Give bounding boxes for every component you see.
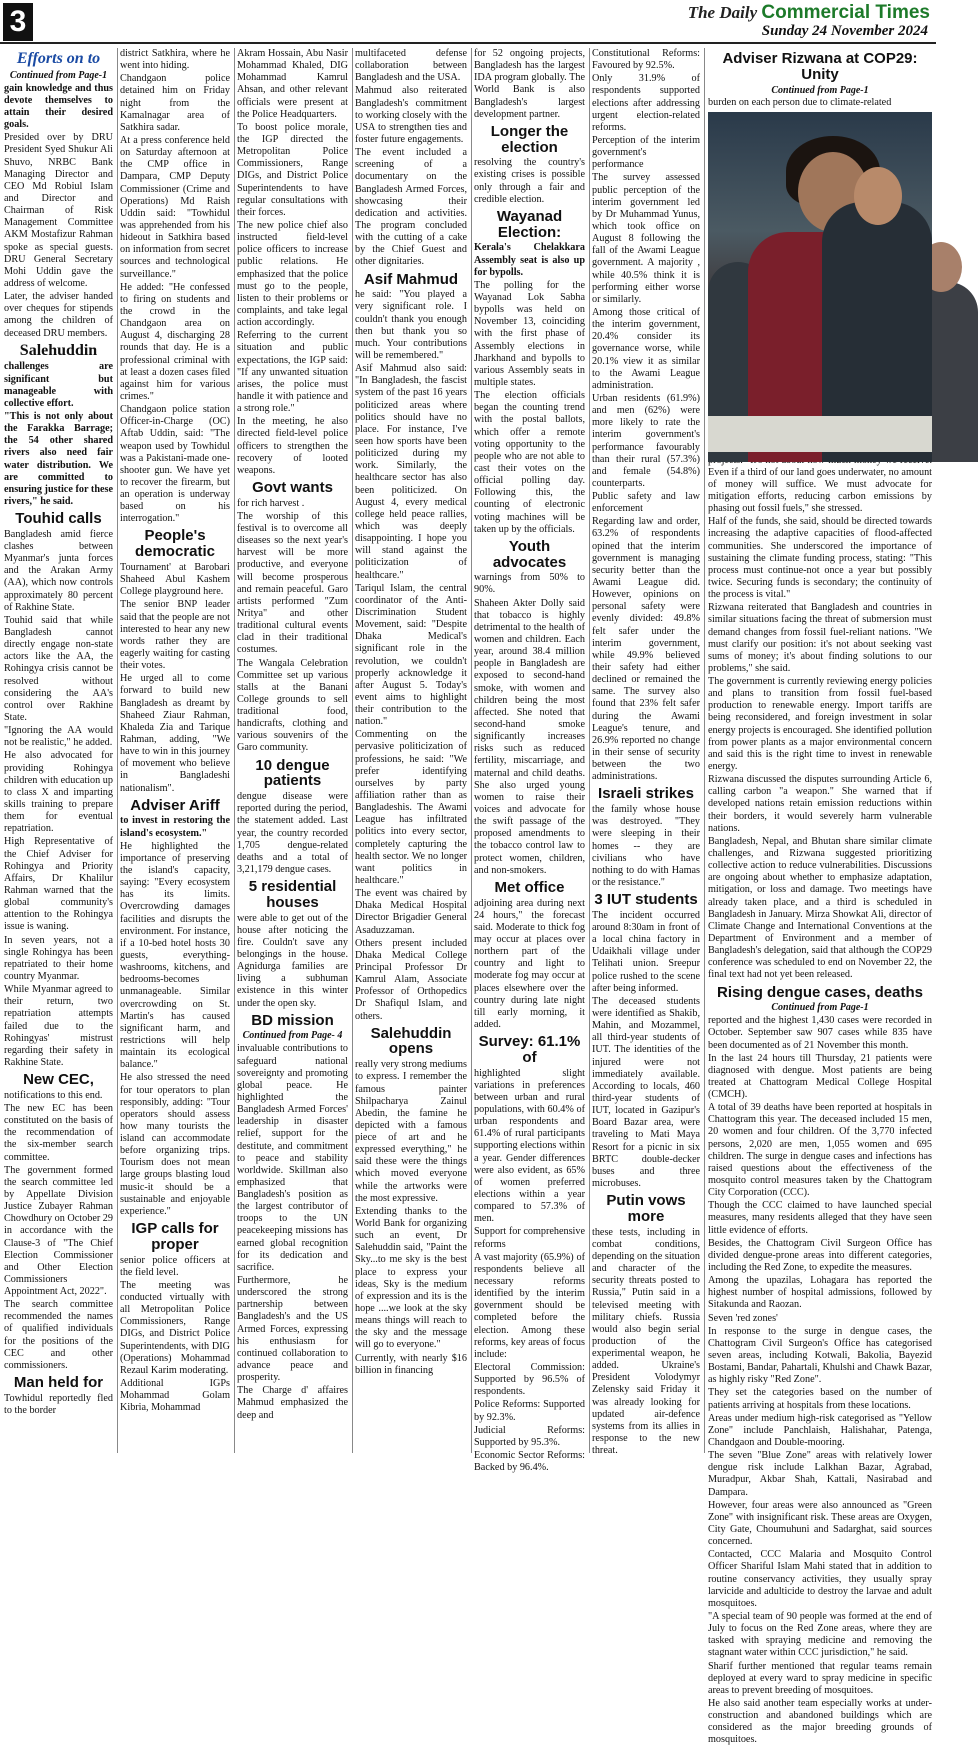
article-paragraph: Bangladesh, Nepal, and Bhutan share similar climate challenges, and Rizwana suggested prioritizing collective action to reduce vulnerabilities. Discussions are ongoing about whether to emphasize adaptation, mitigation, or loss and damage. Two meetings have already taken place, and a third is scheduled in Bangladesh in January. Mirza Showkat Ali, director of Climate Change and International Conventions at the Department of Environment and a member of Bangladesh's delegation, said that although the COP29 conference was scheduled to end on November 22, the final text had not yet been released. [708, 835, 932, 981]
article-headline: People's democratic [134, 527, 216, 561]
article-paragraph: Sharif further mentioned that regular teams remain deployed at every ward to spray medicine in specific areas to prevent breeding of mosquitoes. [708, 1660, 932, 1696]
article-paragraph: Referring to the current situation and public expectations, the IGP said: "If any unwanted situation arises, the police must handle it with patience and a strong role." [237, 330, 348, 415]
article-paragraph: reported and the highest 1,430 cases were recorded in October. September saw 907 cases while 835 have been documented as of 21 November this month. [708, 1015, 932, 1051]
article-paragraph: Currently, with nearly $16 billion in financing [355, 1352, 467, 1376]
article-paragraph: Seven 'red zones' [708, 1312, 778, 1324]
article-paragraph: Support for comprehensive reforms [474, 1226, 585, 1250]
article-headline: Touhid calls [15, 510, 102, 528]
article-paragraph: Areas under medium high-risk categorised as "Yellow Zone" include Panchlaish, Halishahar, Patenga, Chandgaon and Double-mooring. [708, 1412, 932, 1448]
article-paragraph: really very strong mediums to express. I remember the famous painter Shilpacharya Zainul Abedin, the famine he depicted with a famous piece of art and he expressed everything," he said these were the things which moved everyone while the artworks were the most expressive. [355, 1059, 467, 1204]
article-paragraph: Even if a third of our land goes underwater, no amount of money will suffice. We must advocate for mitigation efforts, reducing carbon emissions by phasing out fossil fuels," she stressed. [708, 466, 932, 515]
continued-note: Continued from Page- 4 [242, 1030, 343, 1042]
issue-date: Sunday 24 November 2024 [761, 23, 928, 39]
article-paragraph: Akram Hossain, Abu Nasir Mohammad Khaled, DIG Mohammad Kamrul Ahsan, and other relevant officials were present at the Police Headquarters. [237, 48, 348, 120]
cop29-photo [708, 112, 932, 452]
article-paragraph: High Representative of the Chief Adviser for Rohingya and Priority Affairs, Dr Khalilur Rahman warned that the global community's attention to the Rohingya issue is waning. [4, 836, 113, 933]
article-paragraph: Extending thanks to the World Bank for organizing such an event, Dr Salehuddin said, "Paint the Sky...to me sky is the best place to express your ideas, Sky is the medium of expression and its is the hope ....we look at the sky means things will reach to the sky and the message will go to everyone." [355, 1205, 467, 1351]
article-paragraph: Perception of the interim government's performance [592, 134, 700, 171]
article-headline: Longer the election [490, 122, 569, 156]
article-headline: BD mission [251, 1011, 334, 1029]
article-paragraph: the family whose house was destroyed. "They were sleeping in their homes -- they are civilians who have nothing to do with Hamas or the resistance." [592, 804, 700, 889]
article-paragraph: The polling for the Wayanad Lok Sabha bypolls was held on November 13, coinciding with the first phase of Assembly elections in Jharkhand and bypolls to various Assembly seats in multiple states. [474, 279, 585, 388]
article-paragraph: dengue disease were reported during the period, the statement added. Last year, the country recorded 1,705 dengue-related deaths and a total of 3,21,179 dengue cases. [237, 791, 348, 875]
article-paragraph: "This is not only about the Farakka Barrage; the 54 other shared rivers also need fair water distribution. We are committed to ensuring justice for these rivers," he said. [4, 411, 113, 507]
paper-prefix: The Daily [687, 3, 758, 22]
column-6 [590, 48, 702, 1457]
continued-note: Continued from Page-1 [771, 1002, 869, 1014]
article-paragraph: these tests, including in combat conditions, depending on the situation and character of the security threats posted to Russia," Putin said in a televised meeting with military chiefs. Russia would also begin serial production of the experimental weapon, he added. Ukraine's President Volodymyr Zelensky said Friday it was already looking for updated air-defence systems from its allies in response to the new threat. [592, 1226, 700, 1457]
column-2 [118, 48, 232, 1453]
article-headline: Adviser Rizwana at COP29: Unity [722, 50, 918, 83]
article-headline: Survey: 61.1% of [478, 1033, 581, 1066]
article-headline: Putin vows more [606, 1192, 686, 1225]
article-paragraph: Constitutional Reforms: Favoured by 92.5%. [592, 48, 700, 72]
article-paragraph: Touhid said that while Bangladesh cannot directly engage non-state actors like the AA, the Rohingya crisis cannot be resolved without considering the AA's control over Rakhine State. [4, 614, 113, 723]
article-paragraph: The Charge d' affaires Mahmud emphasized the deep and [237, 1385, 348, 1421]
article-headline: 10 dengue patients [255, 756, 330, 790]
article-paragraph: The seven "Blue Zone" areas with relatively lower dengue risk include Lalkhan Bazar, Agrabad, Muradpur, Akbar Shah, Kattali, Nasirabad and Dampara. [708, 1450, 932, 1498]
article-paragraph: Kerala's Chelakkara Assembly seat is also up for bypolls. [474, 242, 585, 278]
article-paragraph: Police Reforms: Supported by 92.3%. [474, 1399, 585, 1423]
article-paragraph: Chandgaon police station Officer-in-Charge (OC) Aftab Uddin, said: "The weapon used by Towhidul was a Pakistani-made one-shooter gun. We have yet to recover the firearm, but an operation is underway based on his interrogation." [120, 404, 230, 525]
article-paragraph: he said: "You played a very significant role. I couldn't thank you enough then but thank you so much. Your contributions will be remembered." [355, 289, 467, 361]
article-paragraph: The government formed the search committee led by Appellate Division Justice Zubayer Rahman Chowdhury on October 29 in accordance with the Clause-3 of "The Chief Election Commissioner and Other Election Commissioners Appointment Act, 2022". [4, 1164, 113, 1298]
article-paragraph: However, four areas were also announced as "Green Zone" with insignificant risk. These areas are Oxygen, City Gate, Choumuhuni and Sadarghat, said sources concerned. [708, 1499, 932, 1548]
article-headline: Met office [494, 878, 565, 896]
article-paragraph: A total of 39 deaths have been reported at hospitals in Chattogram this year. The deceased included 15 men, 20 women and four children. Of the 3,770 infected persons, 2,020 are men, 1,055 women and 695 children. The surge in dengue cases and infections has raised questions about the effectiveness of the mosquito control measures taken by the Chattogram City Corporation (CCC). [708, 1102, 932, 1199]
article-paragraph: He also stressed the need for tour operators to plan responsibly, adding: "Tour operators should assess how many tourists the island can accommodate before organizing trips. Tourism does not mean large groups blasting loud music-it should be a sustainable and enjoyable experience." [120, 1072, 230, 1217]
article-paragraph: The survey assessed public perception of the interim government led by Dr Muhammad Yunus, which took office on August 8 following the fall of the Awami League government. A majority , while 40.5% think it is performing either worse or similarly. [592, 172, 700, 305]
article-headline: Man held for [13, 1374, 104, 1392]
article-headline: Israeli strikes [598, 785, 694, 803]
article-paragraph: Presided over by DRU President Syed Shukur Ali Shuvo, NRBC Bank Managing Director and CEO Md Robiul Islam and Director and Chairman of Risk Management Committee AKM Mostafizur Rahman spoke as special guests. DRU General Secretary Mohi Uddin gave the address of welcome. [4, 132, 113, 289]
article-headline: New CEC, [23, 1071, 94, 1089]
article-headline: 5 residential houses [248, 878, 337, 911]
article-paragraph: He added: "He confessed to firing on students and the crowd in the Chandgaon area on August 4, discharging 28 rounds that day. He is a professional criminal with at least a dozen cases filed against him for various crimes." [120, 281, 230, 402]
article-paragraph: Among the upazilas, Lohagara has reported the highest number of hospital admissions, followed by Sitakunda and Raozan. [708, 1275, 932, 1311]
article-paragraph: adjoining area during next 24 hours," the forecast said. Moderate to thick fog may occur at places over northern part of the country and light to moderate fog may occur at places elsewhere over the country during late night till early morning, it added. [474, 897, 585, 1030]
article-headline: Efforts on to [16, 50, 101, 67]
column-divider [704, 48, 705, 1453]
continued-note: Continued from Page-1 [9, 69, 108, 81]
article-paragraph: In the meeting, he also directed field-level police officers to strengthen the recovery of looted weapons. [237, 416, 348, 476]
article-paragraph: Regarding law and order, 63.2% of respondents opined that the interim government is managing security better than the Awami League did. However, opinions on personal safety were evenly divided: 49.8% felt safer under the interim government, while 49.9% believed their safety had either declined or remained the same. The survey also found that 23% felt safer during the Awami League's tenure, and 26.9% reported no change in their sense of security between the two administrations. [592, 516, 700, 783]
rizwana-header [708, 51, 932, 110]
article-headline: Salehuddin opens [370, 1024, 452, 1058]
paper-name [688, 2, 930, 24]
article-paragraph: notifications to this end. [4, 1089, 103, 1101]
article-paragraph: Among those critical of the interim government, 20.4% consider its governance worse, while 20.1% view it as similar to the Awami League administration. [592, 306, 700, 391]
article-paragraph: district Satkhira, where he went into hiding. [120, 48, 230, 72]
article-paragraph: The Wangala Celebration Committee set up various stalls at the Banani College grounds to sell traditional food, handicrafts, clothing and various souvenirs of the Garo community. [237, 657, 348, 754]
article-paragraph: Asif Mahmud also said: "In Bangladesh, the fascist system of the past 16 years politicized areas where politics should have no place. For instance, I've seen how sports have been politicized during my work. Similarly, the healthcare sector has also been politicized. On August 4, every medical college held peace rallies, which was deeply disappointing. I hope you will stand against the politicization of healthcare." [355, 363, 467, 581]
article-paragraph: Electoral Commission: Supported by 96.5% of respondents. [474, 1361, 585, 1398]
article-paragraph: Tariqul Islam, the central coordinator of the Anti-Discrimination Student Movement, said: "Despite Dhaka Medical's significant role in the revolution, we couldn't properly acknowledge it after August 5. Today's event aims to highlight their contribution to the nation." [355, 582, 467, 728]
article-paragraph: He urged all to come forward to build new Bangladesh as dreamt by Shaheed Ziaur Rahman, Khaleda Zia and Tarique Rahman, adding, "We have to win in this journey of movement who believe in Bangladeshi nationalism". [120, 673, 230, 794]
column-5 [472, 48, 587, 1474]
article-paragraph: to invest in restoring the island's ecosystem." [120, 815, 230, 839]
article-paragraph: In seven years, not a single Rohingya has been repatriated to their home country Myanmar. [4, 934, 113, 982]
article-paragraph: While Myanmar agreed to their return, two repatriation attempts failed due to the Rohingyas' mistrust regarding their safety in Rakhine State. [4, 984, 113, 1068]
article-paragraph: for rich harvest . [237, 497, 305, 509]
article-paragraph: highlighted slight variations in preferences between urban and rural populations, with 60.4% of urban respondents and 61.4% of rural participants supporting elections within a year. Gender differences were also evident, as 65% of women preferred elections within a year compared to 57.3% of men. [474, 1067, 585, 1225]
article-paragraph: He also advocated for providing Rohingya children with education up to class X and imparting skills training to prepare them for eventual repatriation. [4, 750, 113, 835]
column-1 [2, 48, 115, 1453]
page-number: 3 [3, 3, 33, 41]
article-paragraph: Only 31.9% of respondents supported elections after addressing urgent election-related reforms. [592, 73, 700, 133]
article-paragraph: for 52 ongoing projects, Bangladesh has the largest IDA program globally. The World Bank is also Bangladesh's largest development partner. [474, 48, 585, 120]
article-paragraph: Rizwana reiterated that Bangladesh and countries in similar situations facing the threat of submersion must demand changes from fossil fuel-reliant nations. "We must clarify our position: it's not about seeking vast sums of money; it's about finding solutions to our problems," she said. [708, 602, 932, 674]
article-paragraph: Additional IGPs Mohammad Golam Kibria, Mohammad [120, 1377, 230, 1414]
article-paragraph: were able to get out of the house after noticing the fire. Couldn't save any belongings in the house. Agnidurga families are living a subhuman existence in this winter under the open sky. [237, 912, 348, 1009]
article-paragraph: Tournament' at Barobari Shaheed Abul Kashem College playground here. [120, 561, 230, 598]
article-paragraph: Economic Sector Reforms: Backed by 96.4%. [474, 1449, 585, 1474]
article-paragraph: In the last 24 hours till Thursday, 21 patients were diagnosed with dengue. Most patients are being treated at Chattogram Medical College Hospital (CMCH). [708, 1052, 932, 1101]
article-headline: 3 IUT students [594, 891, 698, 909]
article-paragraph: challenges are significant but manageable with collective effort. [4, 361, 113, 409]
article-paragraph: The new EC has been constituted on the basis of the recommendation of the six-member search committee. [4, 1102, 113, 1163]
article-paragraph: He also said another team especially works at under-construction and abandoned buildings which are considered as the major breeding grounds of mosquitoes. [708, 1697, 932, 1746]
column-7 [706, 48, 934, 1746]
article-paragraph: Though the CCC claimed to have launched special measures, many residents alleged that they have seen little evidence of efforts. [708, 1200, 932, 1236]
article-paragraph: burden on each person due to climate-related [708, 97, 892, 109]
column-3 [235, 48, 350, 1453]
article-headline: Adviser Ariff [130, 796, 220, 814]
article-paragraph: The search committee recommended the names of qualified individuals for the positions of the CEC and other commissioners. [4, 1299, 113, 1371]
article-paragraph: The deceased students were identified as Shakib, Mahin, and Mozammel, all third-year students of IUT. The identities of the injured were not immediately available. According to locals, 460 third-year students of IUT, located in Gazipur's Board Bazar area, were traveling to Mati Maya Resort for a picnic in six BRTC double-decker buses and three microbuses. [592, 995, 700, 1190]
article-paragraph: senior police officers at the field level. [120, 1254, 230, 1278]
article-paragraph: In response to the surge in dengue cases, the Chattogram Civil Surgeon's Office has categorised seven areas, including Kotwali, Bakolia, Bayezid Bostami, Bandar, Pahartali, Khulshi and Chawk Bazar, as highly risky "Red Zone". [708, 1325, 932, 1386]
article-paragraph: Commenting on the pervasive politicization of professions, he said: "We prefer identifying ourselves by party affiliation rather than as Bangladeshis. The Awami League has infiltrated politics into every sector, completely capturing the health sector. We no longer want politics in healthcare." [355, 729, 467, 887]
article-paragraph: To boost police morale, the IGP directed the Metropolitan Police Commissioners, Range DIGs, and District Police Superintendents to have regular consultations with their forces. [237, 121, 348, 218]
article-headline: Wayanad Election: [496, 207, 563, 241]
article-paragraph: warnings from 50% to 90%. [474, 572, 585, 596]
article-paragraph: The event was chaired by Dhaka Medical Hospital Director Brigadier General Asaduzzaman. [355, 888, 467, 936]
article-paragraph: multifaceted defense collaboration between Bangladesh and the USA. [355, 48, 467, 84]
article-paragraph: The government is currently reviewing energy policies and plans to transition from fossil fuel-based production to renewable energy. Import tariffs are being reconsidered, and foreign investment in solar energy projects is encouraged. She identified pollution from power plants as a major environmental concern and said this is the right time to invest in renewable energy. [708, 676, 932, 773]
article-paragraph: Chandgaon police detained him on Friday night from the Kamalnagar area of Satkhira sadar. [120, 73, 230, 133]
rizwana-body [708, 455, 932, 1747]
article-paragraph: Furthermore, he underscored the strong partnership between Bangladesh's and the US Armed Forces, expressing his enthusiasm for continued collaboration to advance peace and prosperity. [237, 1275, 348, 1384]
article-headline: Rising dengue cases, deaths [717, 983, 923, 1001]
article-paragraph: The new police chief also instructed field-level police officers to increase public relations. He emphasized that the police must go to the people, listen to their problems or complaints, and take legal action accordingly. [237, 219, 348, 329]
article-headline: Asif Mahmud [363, 270, 459, 288]
article-paragraph: Public safety and law enforcement [592, 491, 700, 515]
article-paragraph: Bangladesh amid fierce clashes between Myanmar's junta forces and the Arakan Army (AA), which now controls approximately 80 percent of Rakhine State. [4, 528, 113, 613]
article-headline: Youth advocates [492, 537, 567, 571]
article-paragraph: Rizwana discussed the disputes surrounding Article 6, calling carbon "a weapon." She warned that if developed nations retain emission reductions within their borders, it would severely harm vulnerable nations. [708, 774, 932, 834]
article-paragraph: Half of the funds, she said, should be directed towards increasing the adaptive capacities of flood-affected communities. She underscored the importance of sustaining the climate funding process, stating: "This process must continue-not once a year but possibly twice. Securing funds is secondary; the continuity of the process is vital." [708, 516, 932, 601]
article-paragraph: Mahmud also reiterated Bangladesh's commitment to working closely with the USA to strengthen ties and foster future engagements. [355, 85, 467, 145]
article-paragraph: "Ignoring the AA would not be realistic," he added. [4, 725, 113, 749]
article-paragraph: Later, the adviser handed over cheques for stipends among the children of deceased DRU members. [4, 291, 113, 339]
article-headline: Salehuddin [19, 341, 98, 359]
article-paragraph: Urban residents (61.9%) and men (62%) were more likely to rate the interim government's performance favourably than their rural (57.3%) and female (54.8%) counterparts. [592, 392, 700, 489]
article-paragraph: resolving the country's existing crises is possible only through a fair and credible election. [474, 157, 585, 205]
article-headline: IGP calls for proper [131, 1220, 219, 1253]
article-paragraph: Contacted, CCC Malaria and Mosquito Control Officer Shariful Islam Mahi stated that in addition to routine conservancy activities, they usually spray larvicide and adulticide to destroy the larvae and adult mosquitoes. [708, 1549, 932, 1609]
article-paragraph: The worship of this festival is to overcome all diseases so the next year's harvest will be more productive, and everyone will become prosperous and remain peaceful. Garo artists performed "Zum Nritya" and other traditional cultural events clad in their traditional costumes. [237, 510, 348, 656]
article-paragraph: Towhidul reportedly fled to the border [4, 1392, 113, 1416]
masthead [0, 0, 936, 44]
article-paragraph: The election officials began the counting trend with the postal ballots, which offer a remote voting opportunity to the people who are not able to cast their votes on the official polling day. Following this, the counting of electronic voting machines will be taken up by the officials. [474, 390, 585, 535]
article-paragraph: Shaheen Akter Dolly said that tobacco is highly detrimental to the health of women and children. Each year, around 38.4 million people in Bangladesh are exposed to second-hand smoke, with women and children being the most affected. She noted that second-hand smoke significantly increases risks such as reduced fertility, miscarriage, and maternal and child deaths. She also urged young women to raise their voices and advocate for the swift passage of the proposed amendments to the tobacco control law to protect women, children, and non-smokers. [474, 597, 585, 876]
article-headline: Govt wants [252, 478, 333, 496]
article-paragraph: The meeting was conducted virtually with all Metropolitan Police Commissioners, Range DIGs, and District Police Superintendents, with DIG (Operations) Mohammad Rezaul Karim moderating. [120, 1279, 230, 1376]
article-paragraph: Others present included Dhaka Medical College Principal Professor Dr Kamrul Alam, Associate Professor of Orthopedics Dr Shafiqul Islam, and others. [355, 937, 467, 1022]
article-paragraph: gain knowledge and thus devote themselves to attain their desired goals. [4, 82, 113, 131]
article-paragraph: He highlighted the importance of preserving the island's capacity, saying: "Every ecosystem has its limits. Overcrowding damages facilities and disrupts the environment. For instance, if a 10-bed hotel hosts 30 guests, everything-washrooms, kitchens, and bedrooms-becomes unmanageable. Similar overcrowding on St. Martin's has caused significant harm, and restrictions will help maintain its ecological balance." [120, 840, 230, 1071]
article-paragraph: invaluable contributions to safeguard national sovereignty and promoting global peace. He highlighted the Bangladesh Armed Forces' leadership in disaster relief, support for the destitute, and commitment to peace and stability worldwide. Skillman also emphasized that Bangladesh's position as the largest contributor of troops to the UN peacekeeping missions has earned global recognition for its dedication and sacrifice. [237, 1043, 348, 1273]
article-paragraph: Besides, the Chattogram Civil Surgeon Office has divided dengue-prone areas into different categories, including the Red Zone, to expedite the measures. [708, 1237, 932, 1274]
article-paragraph: "A special team of 90 people was formed at the end of July to focus on the Red Zone areas, where they are tasked with spraying medicine and removing the stagnant water within CCC jurisdiction," he said. [708, 1610, 932, 1659]
article-paragraph: The incident occurred around 8:30am in front of a local china factory in Udaikhali village under Telihati union. Sreepur police rushed to the scene after being informed. [592, 909, 700, 994]
column-4 [353, 48, 469, 1453]
continued-note: Continued from Page-1 [771, 84, 869, 96]
article-paragraph: A vast majority (65.9%) of respondents believe all necessary reforms identified by the interim government should be completed before the election. Among these reforms, key areas of focus include: [474, 1251, 585, 1360]
article-paragraph: They set the categories based on the number of patients arriving at hospitals from these locations. [708, 1387, 932, 1411]
article-paragraph: At a press conference held on Saturday afternoon at the CMP office in Dampara, CMP Deputy Commissioner (Crime and Operations) Md Raish Uddin said: "Towhidul was apprehended from his hideout in Satkhira based on information from secret sources and technological surveillance." [120, 134, 230, 280]
article-paragraph: The senior BNP leader said that the people are not interested to hear any new words rather they are eagerly waiting for casting their votes. [120, 599, 230, 672]
paper-title: Commercial Times [761, 2, 930, 23]
article-paragraph: The event included a screening of a documentary on the Bangladesh Armed Forces, showcasing their dedication and activities. The program concluded with the cutting of a cake by the Chief Guest and other dignitaries. [355, 147, 467, 268]
article-paragraph: Judicial Reforms: Supported by 95.3%. [474, 1424, 585, 1448]
